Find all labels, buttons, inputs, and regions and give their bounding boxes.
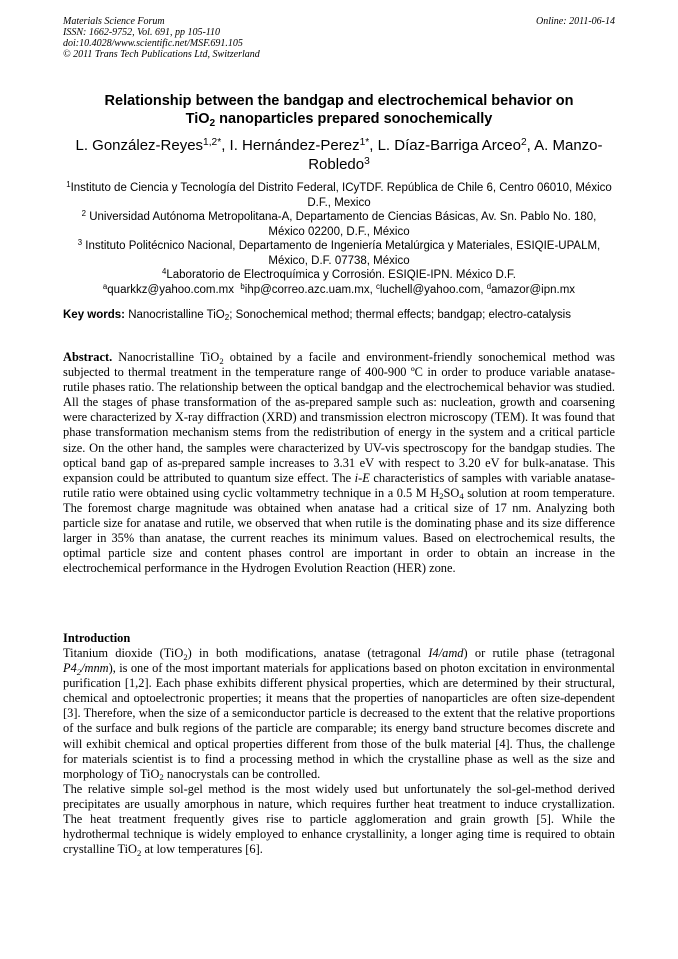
email-b: ihp@correo.azc.uam.mx, xyxy=(244,283,376,296)
affiliation-4: $^4$Laboratorio de Electroquímica y Corrosión. ESIQIE-IPN. México D.F. xyxy=(162,267,516,281)
author-2: , I. Hernández-Perez xyxy=(221,137,360,154)
doi-line: doi:10.4028/www.scientific.net/MSF.691.105 xyxy=(63,38,243,49)
affiliations xyxy=(63,181,615,297)
introduction-body xyxy=(63,646,615,857)
author-list: L. González-Reyes$^{1,2*}$, I. Hernández-Perez$^{1*}$, L. Díaz-Barriga Arceo$^2$, A. Manzo-Robledo$^3$ xyxy=(75,137,603,173)
email-line: $^a$quarkkz@yahoo.com.mx $^b$ihp@correo.azc.uam.mx, $^c$luchell@yahoo.com, $^d$amazor@ipn.mx xyxy=(102,281,576,296)
keywords: Key words: Nanocristalline TiO$_2$; Sonochemical method; thermal effects; bandgap; electro-catalysis xyxy=(63,309,571,323)
affiliation-3: $^3$ Instituto Politécnico Nacional, Departamento de Ingeniería Metalúrgica y Materiales, ESIQIE-UPALM, México, D.F. 07738, México xyxy=(77,238,601,267)
author-4: , A. Manzo-Robledo xyxy=(308,137,603,173)
email-c: luchell@yahoo.com, xyxy=(379,283,487,296)
author-3: , L. Díaz-Barriga Arceo xyxy=(369,137,521,154)
journal-name: Materials Science Forum xyxy=(63,16,165,27)
author-1: L. González-Reyes xyxy=(75,137,204,154)
affiliation-2: $^2$ Universidad Autónoma Metropolitana-A, Departamento de Ciencias Básicas, Av. Sn. Pablo No. 180, México 02200, D.F., México xyxy=(81,209,597,238)
title-line-2: TiO$_2$ nanoparticles prepared sonochemically xyxy=(185,111,493,130)
title-line-1: Relationship between the bandgap and electrochemical behavior on xyxy=(104,93,574,109)
paper-title xyxy=(63,92,615,128)
online-date: Online: 2011-06-14 xyxy=(536,16,615,27)
email-a: quarkkz@yahoo.com.mx xyxy=(107,283,235,296)
abstract-label: Abstract. xyxy=(63,350,113,364)
issn-line: ISSN: 1662-9752, Vol. 691, pp 105-110 xyxy=(63,27,221,38)
keywords-label: Key words: xyxy=(63,309,125,321)
intro-paragraph-1: Titanium dioxide (TiO$_2$) in both modifications, anatase (tetragonal I4/amd) or rutile phase (tetragonal $P4_2/mnm$), is one of the most important materials for applications based on photon excitation in environmental purification [1,2]. Each phase exhibits different physical properties, which are determined by their structural, chemical and optoelectronic properties; it means that the properties of nanoparticles are often size-dependent [3]. Therefore, when the size of a semiconductor particle is decreased to the extent that the relative proportions of the surface and bulk regions of the particle are comparable; its energy band structure becomes discrete and will exhibit chemical and optical properties different from those of the bulk material [4]. Thus, the challenge for materials scientist is to find a processing method in which the crystalline phase as well as the size and morphology of TiO$_2$ nanocrystals can be controlled. xyxy=(63,646,615,783)
affiliation-1: $^1$Instituto de Ciencia y Tecnología del Distrito Federal, ICyTDF. República de Chile 6, Centro 06010, México D.F., Mexico xyxy=(66,180,612,209)
abstract: Abstract. Nanocristalline TiO$_2$ obtained by a facile and environment-friendly sonochemical method was subjected to thermal treatment in the temperature range of 400-900 ºC in order to produce variable anatase-rutile phases ratio. The relationship between the optical bandgap and the electrochemical behavior was studied. All the stages of phase transformation of the as-prepared sample such as: nucleation, growth and coarsening were characterized by X-ray diffraction (XRD) and transmission electron microscopy (TEM). It was found that phase transformation mechanism stems from the redistribution of energy in the system and a critical particle size. On the other hand, the samples were characterized by UV-vis spectroscopy for the bandgap studies. The optical band gap of as-prepared sample increases to 3.31 eV with respect to 3.20 eV for bulk-anatase. This expansion could be attributed to quantum size effect. The i-E characteristics of samples with variable anatase-rutile ratio were obtained using cyclic voltammetry technique in a 0.5 M $H_2SO_4$ solution at room temperature. The foremost charge magnitude was obtained when anatase had a critical size of 17 nm. Analyzing both particle size for anatase and rutile, we observed that when rutile is the dominating phase and its size difference larger in 35% than anatase, the current reaches its minimum values. Based on electrochemical results, the optimal particle size and content phases control are important in order to obtain an increase in the electrochemical performance in the Hydrogen Evolution Reaction (HER) zone. xyxy=(63,350,616,576)
introduction-heading: Introduction xyxy=(63,631,131,645)
intro-paragraph-2: The relative simple sol-gel method is the most widely used but unfortunately the sol-gel-method derived precipitates are usually amorphous in nature, which requires further heat treatment to induce crystallization. The heat treatment frequently gives rise to particle agglomeration and grain growth [5]. While the hydrothermal technique is widely employed to enhance crystallinity, a longer aging time is required to obtain crystalline TiO$_2$ at low temperatures [6]. xyxy=(63,781,615,858)
copyright-line: © 2011 Trans Tech Publications Ltd, Switzerland xyxy=(63,49,260,60)
journal-header xyxy=(63,16,615,60)
email-d: amazor@ipn.mx xyxy=(491,283,576,296)
